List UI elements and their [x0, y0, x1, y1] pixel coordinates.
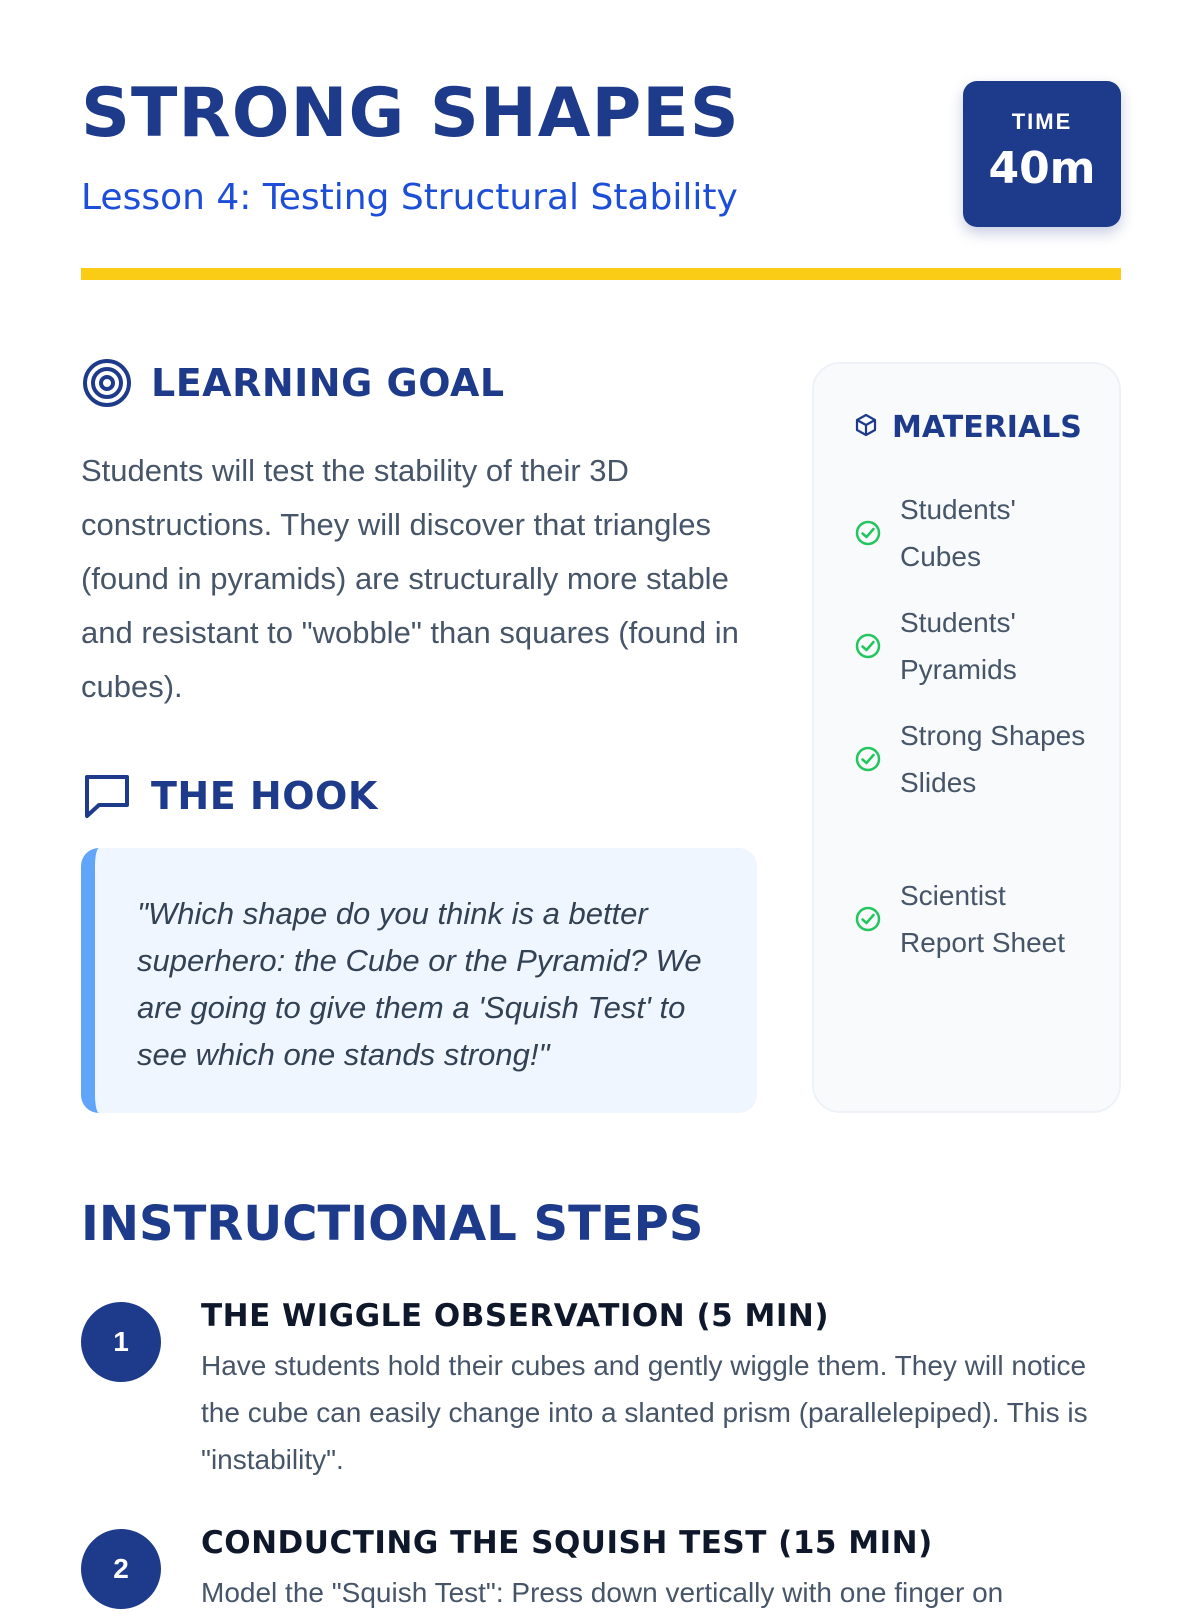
- material-item: [854, 599, 1094, 693]
- hook-heading: [81, 770, 378, 822]
- hook-quote-box: [81, 848, 757, 1113]
- material-item: [854, 872, 1094, 966]
- learning-goal-heading: [81, 357, 505, 409]
- material-item: [854, 486, 1094, 580]
- step-title: CONDUCTING THE SQUISH TEST (15 MIN): [201, 1525, 933, 1561]
- step-number-badge: 2: [81, 1529, 161, 1609]
- page-title: STRONG SHAPES: [81, 74, 740, 153]
- lesson-subtitle: Lesson 4: Testing Structural Stability: [81, 177, 738, 218]
- step-number-badge: 1: [81, 1302, 161, 1382]
- instructional-steps-title: INSTRUCTIONAL STEPS: [81, 1196, 704, 1252]
- box-icon: [854, 413, 878, 442]
- time-badge: [963, 81, 1121, 227]
- material-label: Scientist Report Sheet: [900, 880, 1065, 958]
- check-circle-icon: [854, 632, 882, 660]
- material-item: [854, 712, 1094, 806]
- step-description: Have students hold their cubes and gently wiggle them. They will notice the cube can easily change into a slanted prism (parallelepiped). This is "instability".: [201, 1350, 1088, 1475]
- step-description: Model the "Squish Test": Press down vertically with one finger on: [201, 1577, 1004, 1608]
- lesson-plan-page: [81, 0, 1121, 1608]
- time-value: 40m: [988, 143, 1096, 194]
- learning-goal-title: LEARNING GOAL: [151, 361, 505, 405]
- check-circle-icon: [854, 745, 882, 773]
- step-title: THE WIGGLE OBSERVATION (5 MIN): [201, 1298, 830, 1334]
- materials-heading: [854, 410, 1082, 445]
- materials-panel: [812, 362, 1121, 1113]
- materials-title: MATERIALS: [892, 410, 1082, 445]
- check-circle-icon: [854, 905, 882, 933]
- hook-quote: "Which shape do you think is a better superhero: the Cube or the Pyramid? We are going to give them a 'Squish Test' to see which one stands strong!": [137, 896, 702, 1072]
- target-icon: [81, 357, 133, 409]
- learning-goal-text: Students will test the stability of their 3D constructions. They will discover that triangles (found in pyramids) are structurally more stable and resistant to "wobble" than squares (found in cubes).: [81, 453, 739, 704]
- material-label: Students' Pyramids: [900, 607, 1017, 685]
- material-label: Students' Cubes: [900, 494, 1016, 572]
- speech-bubble-icon: [81, 770, 133, 822]
- time-label: TIME: [1011, 109, 1073, 134]
- check-circle-icon: [854, 519, 882, 547]
- hook-title: THE HOOK: [151, 774, 378, 818]
- header-divider: [81, 268, 1121, 280]
- material-label: Strong Shapes Slides: [900, 720, 1086, 798]
